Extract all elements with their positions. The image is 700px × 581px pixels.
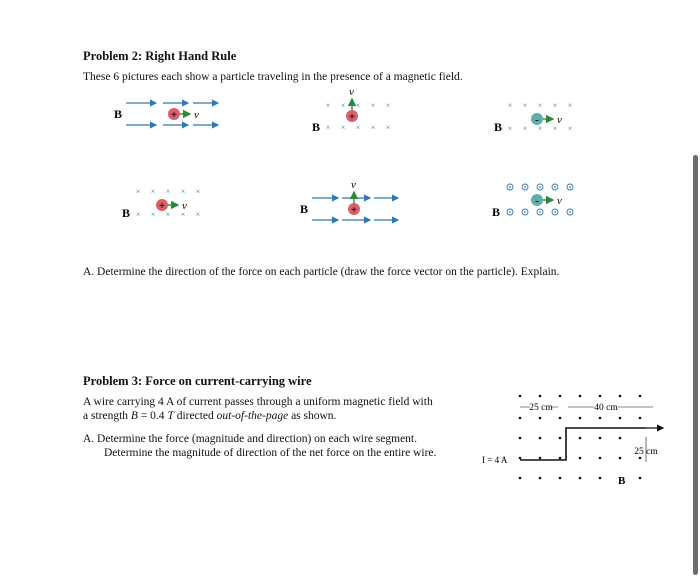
velocity-label: v [557, 195, 562, 207]
field-crosses [136, 187, 201, 219]
svg-text:×: × [537, 101, 543, 110]
problem3-line1: A wire carrying 4 A of current passes through a uniform magnetic field with [83, 396, 433, 408]
charge-sign: - [535, 195, 539, 207]
svg-text:×: × [325, 101, 331, 110]
svg-text:×: × [150, 187, 156, 196]
figure-2 [310, 86, 410, 136]
charge-sign: + [158, 200, 166, 212]
problem3-question-a: A. Determine the force (magnitude and direction) on each wire segment. [83, 433, 418, 445]
svg-text:×: × [385, 123, 391, 132]
dimension-label-40cm: 40 cm [594, 403, 618, 413]
svg-text:×: × [567, 101, 573, 110]
problem3-title: Problem 3: Force on current-carrying wire [83, 374, 312, 388]
velocity-label: v [557, 114, 562, 126]
dimension-label-25cm: 25 cm [529, 403, 553, 413]
charge-sign: + [350, 204, 358, 216]
velocity-label: v [349, 86, 354, 98]
svg-text:×: × [370, 123, 376, 132]
field-label: B [312, 120, 321, 134]
field-label: B [300, 202, 309, 216]
svg-text:×: × [385, 101, 391, 110]
svg-text:×: × [507, 124, 513, 133]
field-label: B [618, 475, 626, 487]
current-label: I = 4 A [482, 455, 508, 465]
figure-3 [492, 94, 592, 136]
charge-sign: + [170, 109, 178, 121]
problem3-question-a-line2: Determine the magnitude of direction of the net force on the entire wire. [104, 447, 437, 459]
problem3-line2: a strength B = 0.4 T directed out-of-the-page as shown. [83, 410, 337, 422]
scrollbar[interactable] [693, 155, 698, 575]
svg-text:×: × [150, 210, 156, 219]
velocity-label: v [182, 200, 187, 212]
svg-text:×: × [537, 124, 543, 133]
wire-figure [478, 392, 683, 498]
svg-text:×: × [567, 124, 573, 133]
field-label: B [114, 107, 123, 121]
svg-text:×: × [325, 123, 331, 132]
svg-text:×: × [552, 124, 558, 133]
svg-text:×: × [135, 210, 141, 219]
svg-text:×: × [522, 101, 528, 110]
svg-text:×: × [522, 124, 528, 133]
svg-text:×: × [355, 123, 361, 132]
wire [520, 428, 646, 460]
svg-text:×: × [195, 187, 201, 196]
charge-sign: - [535, 114, 539, 126]
field-label: B [494, 120, 503, 134]
field-label: B [492, 205, 501, 219]
field-label: B [122, 206, 131, 220]
field-crosses [326, 101, 391, 132]
svg-text:×: × [165, 210, 171, 219]
figure-1 [108, 94, 228, 134]
svg-text:×: × [340, 123, 346, 132]
problem2-intro: These 6 pictures each show a particle traveling in the presence of a magnetic field. [83, 71, 463, 83]
svg-text:×: × [135, 187, 141, 196]
figure-5 [298, 180, 408, 226]
velocity-label: v [194, 109, 199, 121]
svg-text:×: × [552, 101, 558, 110]
svg-text:×: × [165, 187, 171, 196]
svg-text:×: × [180, 187, 186, 196]
svg-text:×: × [507, 101, 513, 110]
svg-text:×: × [180, 210, 186, 219]
figure-6 [492, 180, 592, 222]
velocity-label: v [351, 179, 356, 191]
svg-text:×: × [340, 101, 346, 110]
svg-text:×: × [355, 101, 361, 110]
figure-4 [120, 180, 220, 222]
dimension-label-25cm-vertical: 25 cm [634, 447, 658, 457]
svg-text:×: × [195, 210, 201, 219]
problem2-question-a: A. Determine the direction of the force on each particle (draw the force vector on the particle). Explain. [83, 266, 560, 278]
svg-text:×: × [370, 101, 376, 110]
charge-sign: + [348, 111, 356, 123]
problem2-title: Problem 2: Right Hand Rule [83, 49, 237, 63]
